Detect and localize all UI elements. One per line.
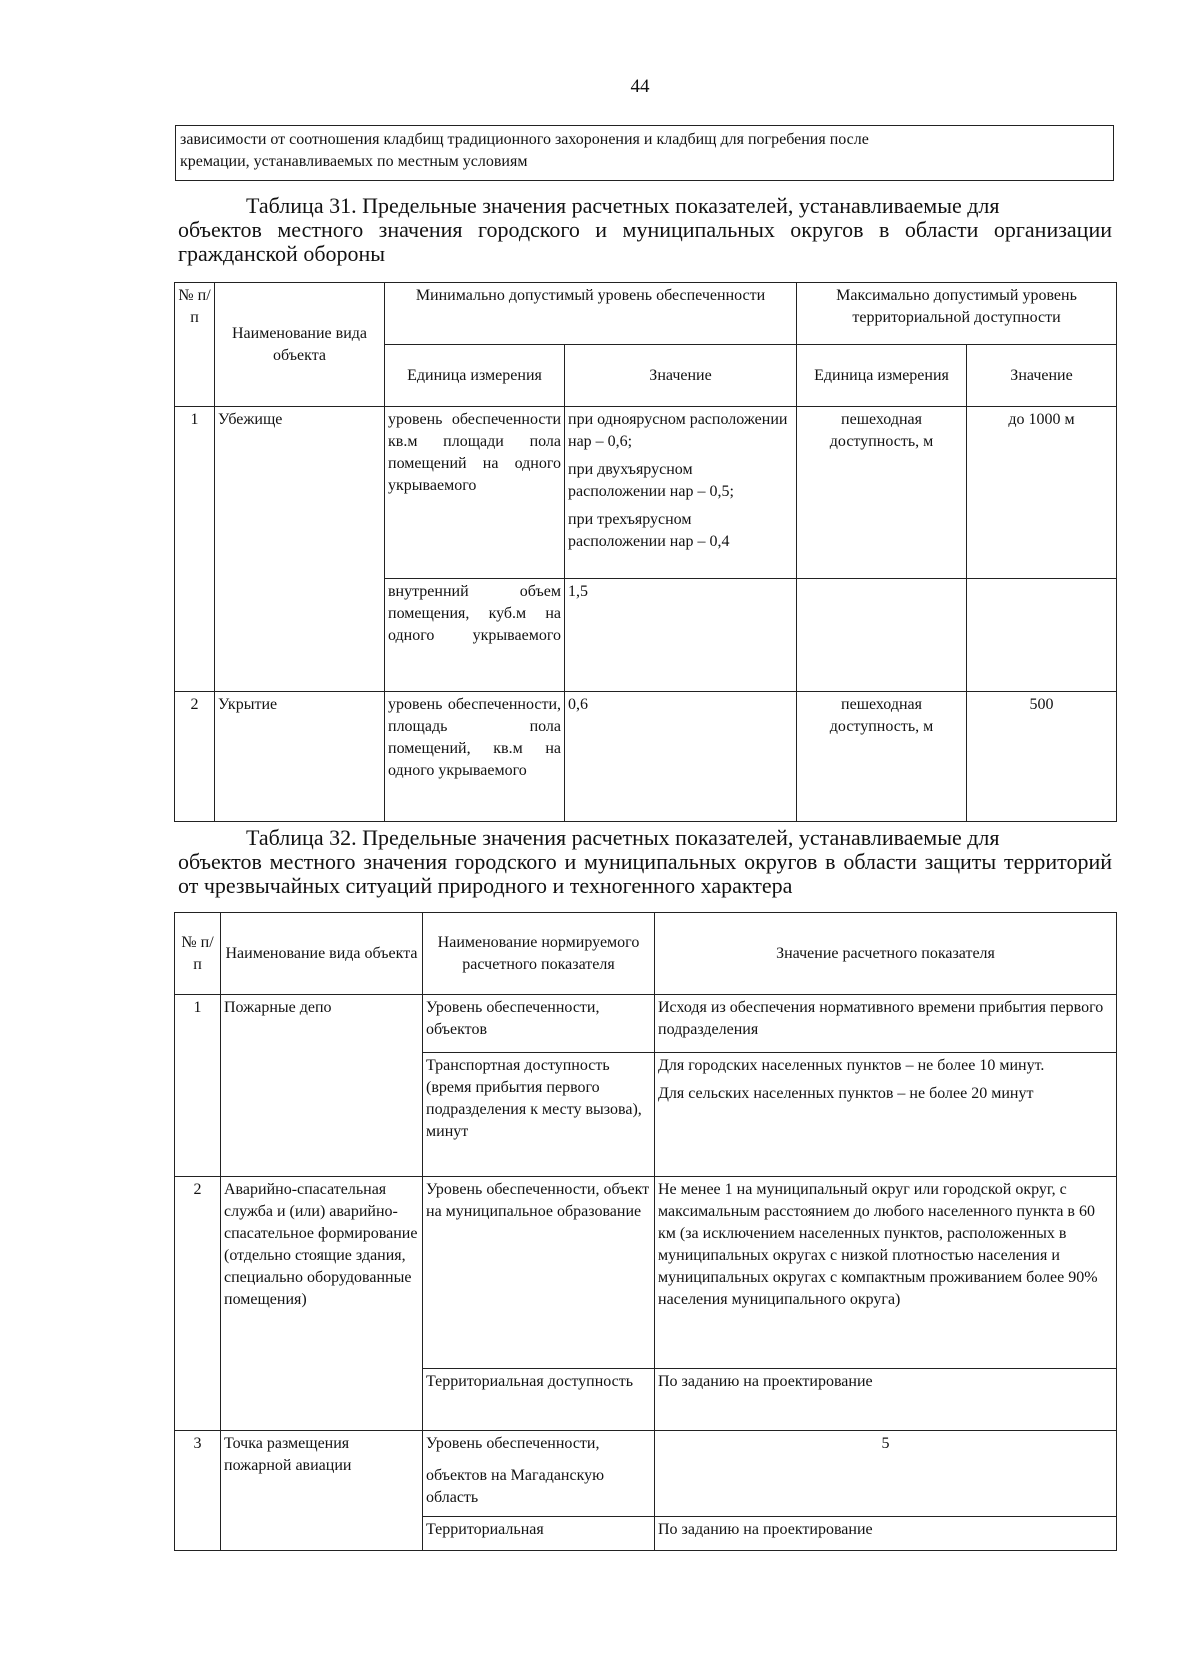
table-row (175, 1177, 1117, 1369)
page-number: 44 (630, 76, 650, 97)
t31-row2-access-value: 500 (967, 692, 1117, 822)
continuation-line-1: зависимости от соотношения кладбищ традиционного захоронения и кладбищ для погребения после (180, 131, 869, 148)
t32-row1-indicator-b: Транспортная доступность (время прибытия первого подразделения к месту вызова), минут (423, 1053, 655, 1177)
t31-header-value-2: Значение (967, 345, 1117, 407)
t32-row3-value-a: 5 (655, 1431, 1117, 1517)
t32-row3-value-b: По заданию на проектирование (655, 1517, 1117, 1551)
t31-row2-value: 0,6 (565, 692, 797, 822)
t32-header-name: Наименование вида объекта (221, 913, 423, 995)
t32-row1-value-a: Исходя из обеспечения нормативного времени прибытия первого подразделения (655, 995, 1117, 1053)
t32-row3-name: Точка размещения пожарной авиации (221, 1431, 423, 1551)
t32-row1-value-b1: Для городских населенных пунктов – не более 10 минут. (658, 1057, 1045, 1074)
continuation-line-2: кремации, устанавливаемых по местным условиям (180, 153, 528, 170)
t31-header-unit-2: Единица измерения (797, 345, 967, 407)
t31-row2-access-unit: пешеходная доступность, м (797, 692, 967, 822)
t31-row1-unit-b: внутренний объем помещения, куб.м на одного укрываемого (385, 579, 565, 692)
t31-row2-no: 2 (175, 692, 215, 822)
t32-row3-indicator-b: Территориальная (423, 1517, 655, 1551)
t31-header-name: Наименование вида объекта (215, 283, 385, 407)
t31-row1-value-b: 1,5 (565, 579, 797, 692)
t32-row2-indicator-b: Территориальная доступность (423, 1369, 655, 1431)
t31-row1-empty-1 (797, 579, 967, 692)
table-row (175, 407, 1117, 579)
t31-row2-unit: уровень обеспеченности, площадь пола помещений, кв.м на одного укрываемого (385, 692, 565, 822)
table-row (175, 692, 1117, 822)
t31-row1-access-unit: пешеходная доступность, м (797, 407, 967, 579)
t32-row2-value-b: По заданию на проектирование (655, 1369, 1117, 1431)
t31-row1-empty-2 (967, 579, 1117, 692)
table-31-caption-rest: объектов местного значения городского и муниципальных округов в области организации гражданской обороны (178, 217, 1112, 266)
t32-row3-indicator-a2: объектов на Магаданскую область (426, 1467, 605, 1506)
t32-row1-no: 1 (175, 995, 221, 1177)
table-32-caption (178, 826, 1112, 898)
continuation-box (175, 125, 1114, 181)
t31-row1-access-value: до 1000 м (967, 407, 1117, 579)
t32-row3-indicator-a1: Уровень обеспеченности, (426, 1435, 600, 1452)
t31-header-max-level: Максимально допустимый уровень территориальной доступности (797, 283, 1117, 345)
table-31-caption (178, 194, 1112, 266)
t31-header-min-level: Минимально допустимый уровень обеспеченности (385, 283, 797, 345)
t32-header-indicator: Наименование нормируемого расчетного показателя (423, 913, 655, 995)
t31-row2-name: Укрытие (215, 692, 385, 822)
t32-header-no: № п/п (175, 913, 221, 995)
table-32 (174, 912, 1117, 1551)
table-row (175, 995, 1117, 1053)
t31-row1-value-a1: при одноярусном расположении нар – 0,6; (568, 411, 788, 450)
table-31-caption-line-1: Таблица 31. Предельные значения расчетных показателей, устанавливаемые для (246, 193, 1000, 218)
t31-header-no: № п/п (175, 283, 215, 407)
t31-row1-no: 1 (175, 407, 215, 692)
t31-header-value: Значение (565, 345, 797, 407)
t31-row1-name: Убежище (215, 407, 385, 692)
t32-row3-no: 3 (175, 1431, 221, 1551)
table-row (175, 1431, 1117, 1517)
t31-row1-value-a2: при двухъярусном расположении нар – 0,5; (568, 461, 734, 500)
t32-row2-indicator-a: Уровень обеспеченности, объект на муниципальное образование (423, 1177, 655, 1369)
t32-row2-name: Аварийно-спасательная служба и (или) аварийно-спасательное формирование (отдельно стоящие здания, специально оборудованные помещения) (221, 1177, 423, 1431)
t32-row1-value-b2: Для сельских населенных пунктов – не более 20 минут (658, 1085, 1034, 1102)
table-32-caption-line-1: Таблица 32. Предельные значения расчетных показателей, устанавливаемые для (246, 825, 1000, 850)
table-31 (174, 282, 1117, 822)
t32-header-value: Значение расчетного показателя (655, 913, 1117, 995)
t32-row3-indicator-a (423, 1431, 655, 1517)
t31-row1-value-a3: при трехъярусном расположении нар – 0,4 (568, 511, 730, 550)
t31-header-unit: Единица измерения (385, 345, 565, 407)
t32-row1-indicator-a: Уровень обеспеченности, объектов (423, 995, 655, 1053)
t32-row1-name: Пожарные депо (221, 995, 423, 1177)
table-32-caption-rest: объектов местного значения городского и муниципальных округов в области защиты территорий от чрезвычайных ситуаций природного и техногенного характера (178, 849, 1112, 898)
t31-row1-value-a (565, 407, 797, 579)
t31-row1-unit-a: уровень обеспеченности кв.м площади пола помещений на одного укрываемого (385, 407, 565, 579)
t32-row2-no: 2 (175, 1177, 221, 1431)
t32-row1-value-b (655, 1053, 1117, 1177)
t32-row2-value-a: Не менее 1 на муниципальный округ или городской округ, с максимальным расстоянием до любого населенного пункта в 60 км (за исключением населенных пунктов, расположенных в муниципальных округах с низкой плотностью населения и муниципальных округах с компактным проживанием более 90% населения муниципального округа) (655, 1177, 1117, 1369)
